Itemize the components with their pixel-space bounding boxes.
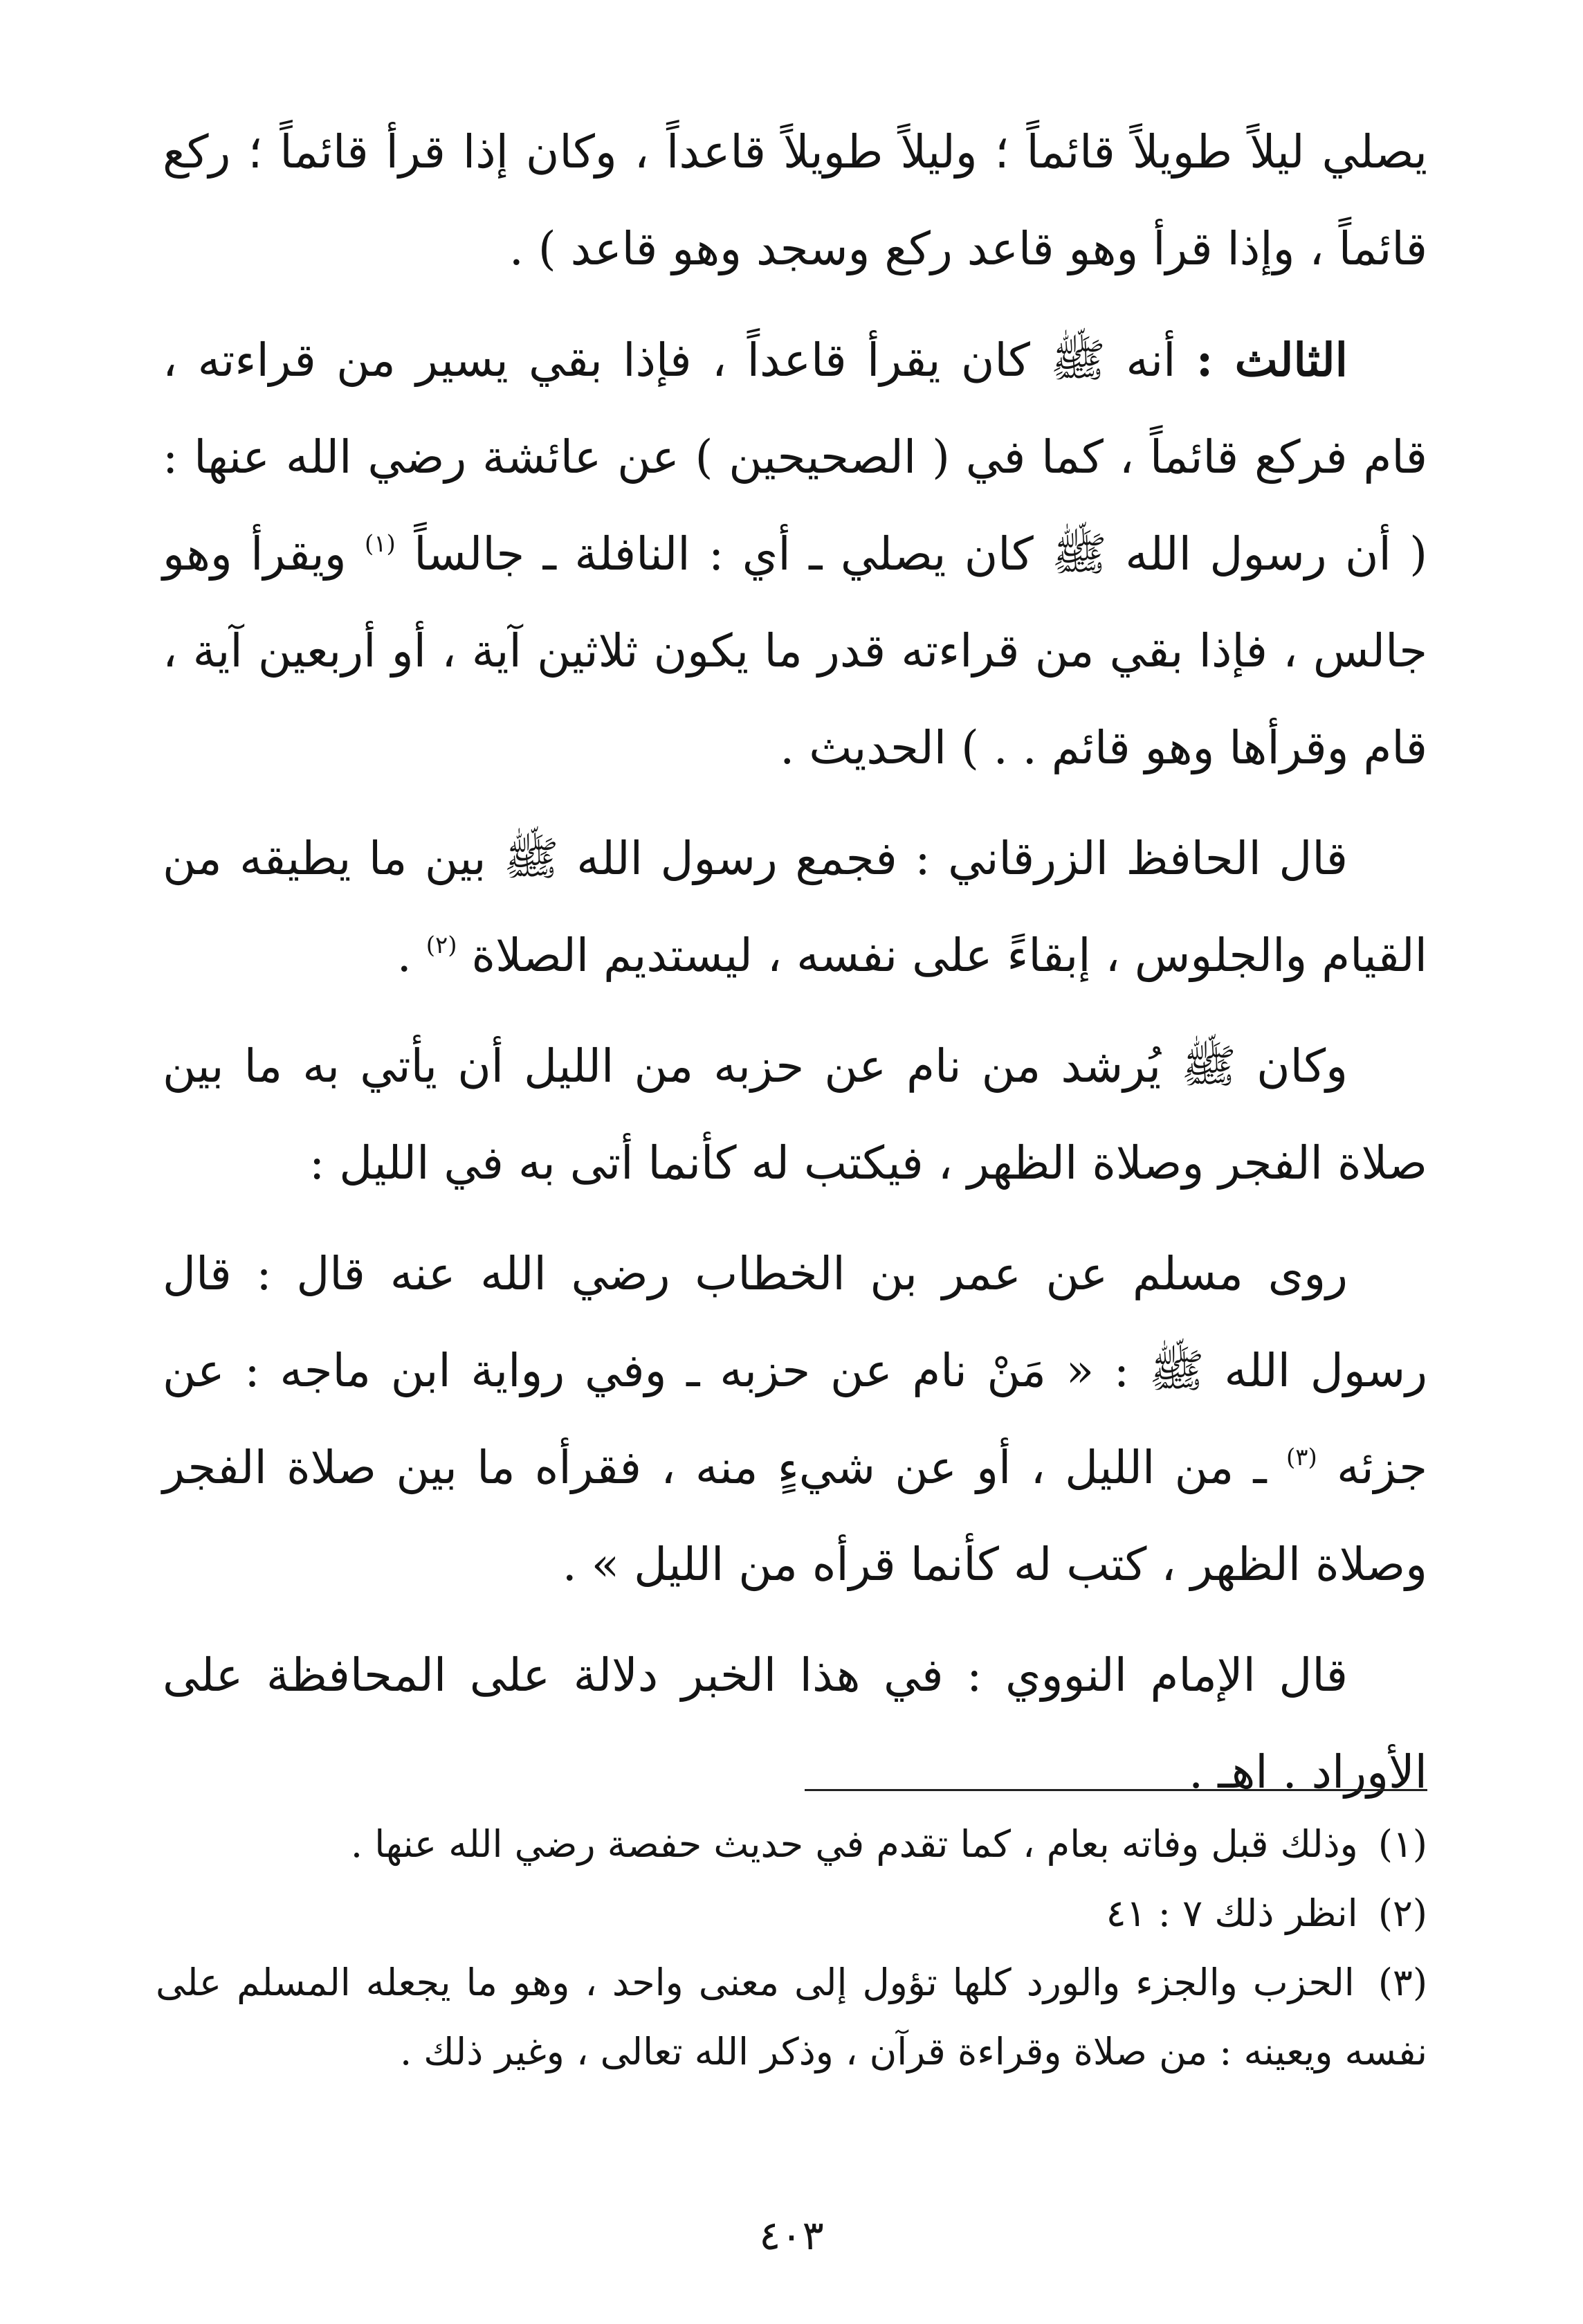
- footnote-3-text: الحزب والجزء والورد كلها تؤول إلى معنى واحد ، وهو ما يجعله المسلم على نفسه ويعينه : من صلاة وقراءة قرآن ، وذكر الله تعالى ، وغير ذلك .: [156, 1961, 1427, 2073]
- paragraph-1-text: يصلي ليلاً طويلاً قائماً ؛ وليلاً طويلاً قاعداً ، وكان إذا قرأ قائماً ؛ ركع قائماً ، وإذا قرأ وهو قاعد ركع وسجد وهو قاعد ) .: [163, 125, 1427, 275]
- footnotes: [156, 1810, 1427, 2087]
- footnote-1: [156, 1810, 1427, 1879]
- paragraph-6-text: قال الإمام النووي : في هذا الخبر دلالة على المحافظة على الأوراد . اهـ .: [163, 1649, 1427, 1799]
- paragraph-5-text-b: ـ من الليل ، أو عن شيءٍ منه ، فقرأه ما بين صلاة الفجر وصلاة الظهر ، كتب له كأنما قرأه من الليل » .: [163, 1441, 1427, 1591]
- paragraph-2: [163, 311, 1427, 797]
- footnote-ref-3: (٣): [1286, 1444, 1317, 1471]
- paragraph-1: [163, 104, 1427, 298]
- paragraph-2-text-a: أنه ﷺ كان يقرأ قاعداً ، فإذا بقي يسير من قراءته ، قام فركع قائماً ، كما في ( الصحيحين ) عن عائشة رضي الله عنها : ( أن رسول الله ﷺ كان يصلي ـ أي : النافلة ـ جالساً: [163, 334, 1427, 581]
- footnote-2: [156, 1879, 1427, 1948]
- paragraph-2-text-b: ويقرأ وهو جالس ، فإذا بقي من قراءته قدر ما يكون ثلاثين آية ، أو أربعين آية ، قام وقرأها وهو قائم . . ) الحديث .: [163, 527, 1427, 774]
- paragraph-4: [163, 1018, 1427, 1212]
- main-text: [163, 104, 1427, 1835]
- paragraph-4-text: وكان ﷺ يُرشد من نام عن حزبه من الليل أن يأتي به ما بين صلاة الفجر وصلاة الظهر ، فيكتب له كأنما أتى به في الليل :: [163, 1040, 1427, 1190]
- page-number: ٤٠٣: [759, 2212, 824, 2259]
- footnote-2-number: (٢): [1378, 1891, 1427, 1935]
- paragraph-2-lead: الثالث :: [1196, 333, 1348, 387]
- footnote-ref-1: (١): [365, 530, 396, 558]
- paragraph-5-text-a: روى مسلم عن عمر بن الخطاب رضي الله عنه قال : قال رسول الله ﷺ : « مَنْ نام عن حزبه ـ وفي رواية ابن ماجه : عن جزئه: [163, 1247, 1428, 1494]
- footnote-1-text: وذلك قبل وفاته بعام ، كما تقدم في حديث حفصة رضي الله عنها .: [350, 1822, 1358, 1866]
- paragraph-3-text-b: .: [396, 929, 412, 982]
- footnote-2-text: انظر ذلك ٧ : ٤١: [1106, 1891, 1358, 1935]
- footnote-divider: [805, 1789, 1427, 1791]
- footnote-3: [156, 1948, 1427, 2087]
- paragraph-3: [163, 810, 1427, 1004]
- paragraph-6: [163, 1627, 1427, 1821]
- footnote-1-number: (١): [1378, 1822, 1427, 1866]
- footnote-ref-2: (٢): [426, 932, 457, 959]
- paragraph-3-text-a: قال الحافظ الزرقاني : فجمع رسول الله ﷺ بين ما يطيقه من القيام والجلوس ، إبقاءً على نفسه ، ليستديم الصلاة: [163, 832, 1427, 982]
- footnote-3-number: (٣): [1378, 1961, 1428, 2004]
- paragraph-5: [163, 1226, 1427, 1613]
